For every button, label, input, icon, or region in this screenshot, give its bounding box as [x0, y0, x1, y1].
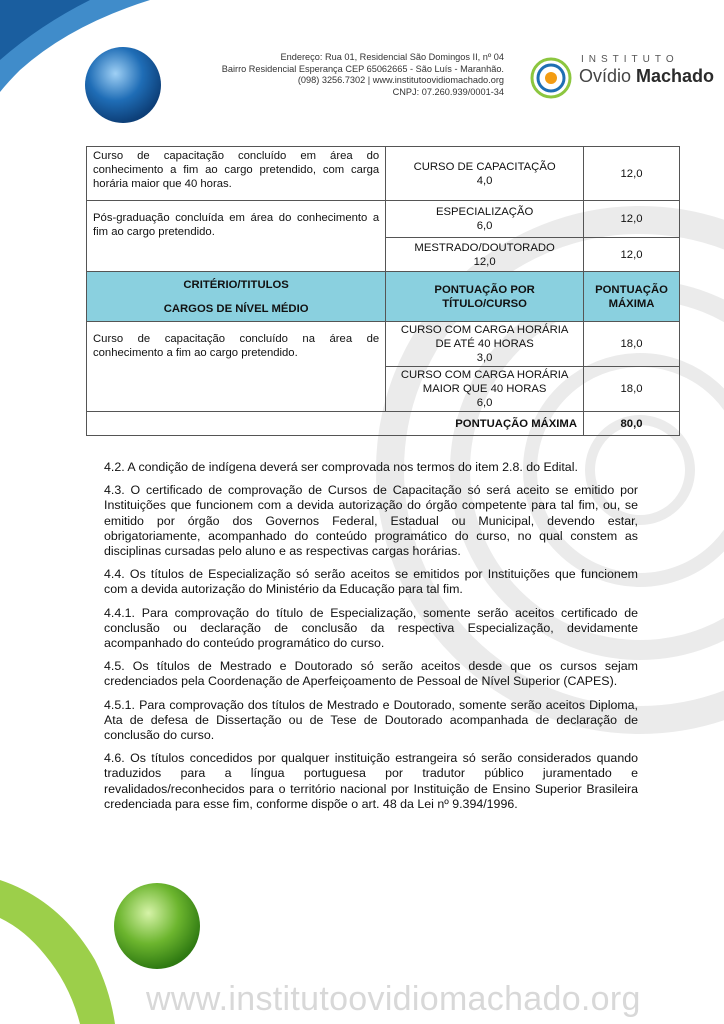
max-cell: 12,0 — [584, 201, 680, 238]
points-text: 3,0 — [476, 352, 493, 364]
total-value: 80,0 — [584, 412, 680, 436]
paragraph: 4.6. Os títulos concedidos por qualquer instituição estrangeira só serão considerados quando traduzidos para a língua portuguesa por tradutor público juramentado e revalidados/reconhecidos para o território nacional por Instituição de Ensino Superior Brasileira credenciada para esse fim, conforme dispõe o art. 48 da Lei nº 9.394/1996. — [104, 751, 638, 811]
title-text: CURSO COM CARGA HORÁRIA MAIOR QUE 40 HORAS — [400, 369, 569, 395]
paragraph: 4.4.1. Para comprovação do título de Especialização, somente serão aceitos certificado de conclusão ou declaração de conclusão da respectiva Especialização, devidamente acompanhado do conteúdo programático do curso. — [104, 605, 638, 651]
logo-name-bold: Machado — [636, 66, 715, 86]
title-text: CURSO DE CAPACITAÇÃO — [413, 160, 556, 173]
address-line: Endereço: Rua 01, Residencial São Domingos II, nº 04 — [280, 52, 504, 62]
criterion-cell: Pós-graduação concluída em área do conhecimento a fim ao cargo pretendido. — [87, 201, 386, 272]
logo-name-light: Ovídio — [579, 66, 637, 86]
header-criterion — [87, 272, 386, 322]
header-text: CRITÉRIO/TITULOS — [183, 278, 289, 291]
address-line: Bairro Residencial Esperança CEP 65062665 - São Luís - Maranhão. — [221, 63, 504, 74]
criterion-cell: Curso de capacitação concluído em área do conhecimento a fim ao cargo pretendido, com carga horária maior que 40 horas. — [87, 147, 386, 201]
header-max: PONTUAÇÃO MÁXIMA — [584, 272, 680, 322]
paragraph: 4.5. Os títulos de Mestrado e Doutorado só serão aceitos desde que os cursos sejam credenciados pela Coordenação de Aperfeiçoamento de Pessoal de Nível Superior (CAPES). — [104, 659, 638, 689]
green-sphere — [114, 883, 200, 969]
points-text: 6,0 — [476, 397, 493, 409]
table-row — [87, 322, 680, 367]
paragraph: 4.2. A condição de indígena deverá ser comprovada nos termos do item 2.8. do Edital. — [104, 460, 578, 474]
points-text: 12,0 — [473, 255, 496, 268]
title-text: MESTRADO/DOUTORADO — [414, 241, 555, 254]
blue-sphere — [85, 47, 161, 123]
table-total-row — [87, 412, 680, 436]
institute-logo — [525, 52, 715, 102]
header-points: PONTUAÇÃO POR TÍTULO/CURSO — [386, 272, 584, 322]
table-header-row — [87, 272, 680, 322]
title-text: CURSO COM CARGA HORÁRIA DE ATÉ 40 HORAS — [400, 324, 569, 350]
total-label: PONTUAÇÃO MÁXIMA — [87, 412, 584, 436]
criterion-cell: Curso de capacitação concluído na área de conhecimento a fim ao cargo pretendido. — [87, 322, 386, 412]
footer-url: www.institutoovidiomachado.org — [146, 980, 641, 1018]
green-swoosh — [0, 880, 115, 1024]
table-row — [87, 147, 680, 201]
title-cell — [386, 238, 584, 272]
cnpj-line: CNPJ: 07.260.939/0001-34 — [392, 86, 504, 97]
title-text: ESPECIALIZAÇÃO — [435, 206, 534, 218]
criteria-table — [86, 146, 680, 436]
points-text: 6,0 — [476, 220, 493, 232]
body-text — [104, 460, 638, 820]
paragraph: 4.5.1. Para comprovação dos títulos de Mestrado e Doutorado, somente serão aceitos Diploma, Ata de defesa de Dissertação ou de Tese de Doutorado acompanhada de declaração de conclusão do curso. — [104, 697, 638, 743]
max-cell: 12,0 — [584, 147, 680, 201]
points-text: 4,0 — [476, 174, 493, 187]
logo-name — [579, 66, 714, 87]
table-row — [87, 201, 680, 238]
paragraph: 4.3. O certificado de comprovação de Cursos de Capacitação só será aceito se emitido por Instituições que funcionem com a devida autorização do órgão competente para tal fim, ou, se emitido por órgão dos Governos Federal, Estadual ou Municipal, devendo estar, obrigatoriamente, acompanhado do conteúdo programático do curso, no qual constem as disciplinas cursadas pelo aluno e as respectivas cargas horárias. — [104, 483, 638, 559]
header-address — [196, 52, 504, 98]
header-text: CARGOS DE NÍVEL MÉDIO — [163, 302, 309, 315]
max-cell: 18,0 — [584, 367, 680, 412]
logo-top-text: INSTITUTO — [581, 54, 679, 65]
title-cell — [386, 322, 584, 367]
max-cell: 12,0 — [584, 238, 680, 272]
title-cell — [386, 367, 584, 412]
paragraph: 4.4. Os títulos de Especialização só serão aceitos se emitidos por Instituições que funcionem com a devida autorização do Ministério da Educação para tal fim. — [104, 567, 638, 597]
title-cell — [386, 201, 584, 238]
max-cell: 18,0 — [584, 322, 680, 367]
title-cell — [386, 147, 584, 201]
contact-line: (098) 3256.7302 | www.institutoovidiomachado.org — [297, 75, 504, 85]
logo-rings-icon — [529, 56, 573, 100]
